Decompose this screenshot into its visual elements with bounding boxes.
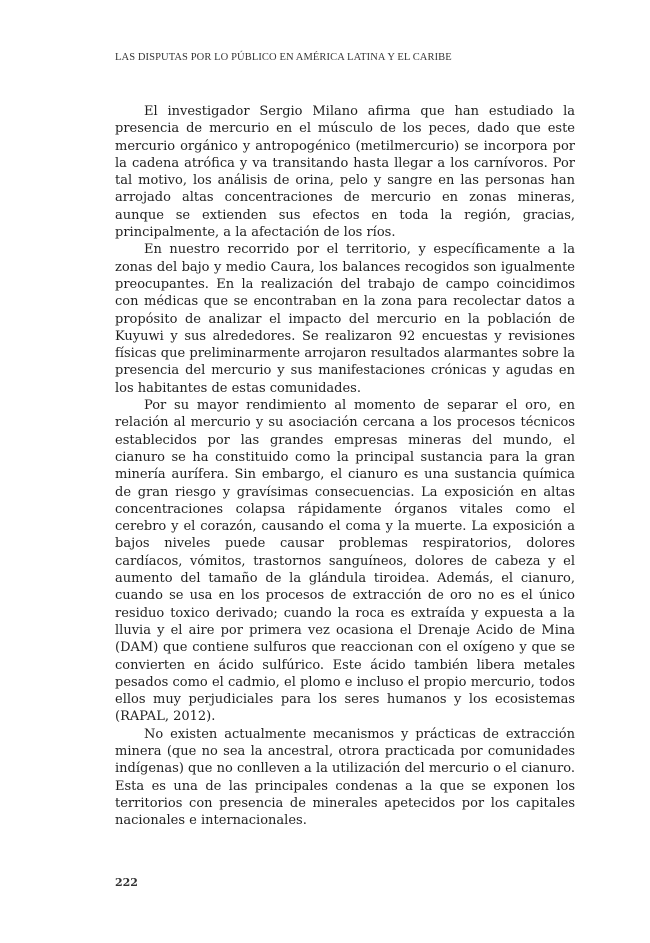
paragraph-1: El investigador Sergio Milano afirma que han estudiado la presencia de mercurio en el músculo de los peces, dado que este mercurio orgánico y antropogénico (metilmercurio) se incorpora por la cadena atrófica y va transitando hasta llegar a los carnívoros. Por tal motivo, los análisis de orina, pelo y sangre en las personas han arrojado altas concentraciones de mercurio en zonas mineras, aunque se extienden sus efectos en toda la región, gracias, principalmente, a la afectación de los ríos. xyxy=(115,104,575,241)
paragraph-4: No existen actualmente mecanismos y prácticas de extracción minera (que no sea la ancestral, otrora practicada por comunidades indígenas) que no conlleven a la utilización del mercurio o el cianuro. Esta es una de las principales condenas a la que se exponen los territorios con presencia de minerales apetecidos por los capitales nacionales e internacionales. xyxy=(115,726,575,829)
paragraph-2: En nuestro recorrido por el territorio, y específicamente a la zonas del bajo y medio Caura, los balances recogidos son igualmente preocupantes. En la realización del trabajo de campo coincidimos con médicas que se encontraban en la zona para recolectar datos a propósito de analizar el impacto del mercurio en la población de Kuyuwi y sus alrededores. Se realizaron 92 encuestas y revisiones físicas que preliminarmente arrojaron resultados alarmantes sobre la presencia del mercurio y sus manifestaciones crónicas y agudas en los habitantes de estas comunidades. xyxy=(115,242,575,396)
body-text xyxy=(115,103,575,829)
running-head: LAS DISPUTAS POR LO PÚBLICO EN AMÉRICA LATINA Y EL CARIBE xyxy=(115,52,452,63)
page-number: 222 xyxy=(115,876,138,889)
paragraph-3: Por su mayor rendimiento al momento de separar el oro, en relación al mercurio y su asociación cercana a los procesos técnicos establecidos por las grandes empresas mineras del mundo, el cianuro se ha constituido como la principal sustancia para la gran minería aurífera. Sin embargo, el cianuro es una sustancia química de gran riesgo y gravísimas consecuencias. La exposición en altas concentraciones colapsa rápidamente órganos vitales como el cerebro y el corazón, causando el coma y la muerte. La exposición a bajos niveles puede causar problemas respiratorios, dolores cardíacos, vómitos, trastornos sanguíneos, dolores de cabeza y el aumento del tamaño de la glándula tiroidea. Además, el cianuro, cuando se usa en los procesos de extracción de oro no es el único residuo toxico derivado; cuando la roca es extraída y expuesta a la lluvia y el aire por primera vez ocasiona el Drenaje Acido de Mina (DAM) que contiene sulfuros que reaccionan con el oxígeno y que se convierten en ácido sulfúrico. Este ácido también libera metales pesados como el cadmio, el plomo e incluso el propio mercurio, todos ellos muy perjudiciales para los seres humanos y los ecosistemas (RAPAL, 2012). xyxy=(115,398,575,725)
